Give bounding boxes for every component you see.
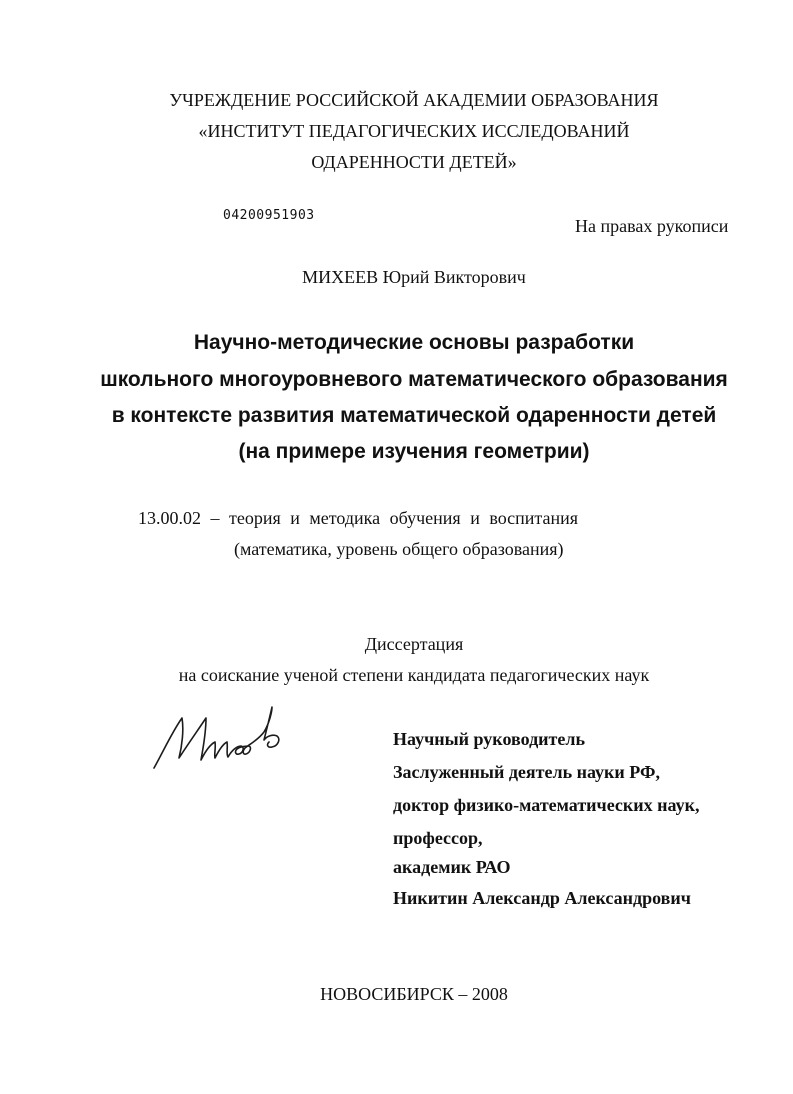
supervisor-name: Никитин Александр Александрович (393, 888, 691, 908)
title-line-4: (на примере изучения геометрии) (238, 440, 590, 463)
title-line-2: школьного многоуровневого математического образования (100, 368, 728, 391)
title-line-3: в контексте развития математической одаренности детей (111, 404, 717, 427)
author-name: МИХЕЕВ Юрий Викторович (302, 267, 526, 287)
author-signature (148, 702, 293, 777)
specialty-code-line: 13.00.02 – теория и методика обучения и воспитания (138, 508, 579, 528)
institution-line-2: «ИНСТИТУТ ПЕДАГОГИЧЕСКИХ ИССЛЕДОВАНИЙ (198, 121, 630, 141)
supervisor-academy: академик РАО (393, 857, 511, 877)
specialty-subject-line: (математика, уровень общего образования) (234, 539, 564, 559)
degree-line: на соискание ученой степени кандидата педагогических наук (178, 665, 650, 685)
rights-notice: На правах рукописи (575, 216, 729, 236)
dissertation-label: Диссертация (364, 634, 464, 654)
institution-line-1: УЧРЕЖДЕНИЕ РОССИЙСКОЙ АКАДЕМИИ ОБРАЗОВАНИЯ (169, 90, 659, 110)
supervisor-rank: профессор, (393, 828, 483, 848)
supervisor-honor: Заслуженный деятель науки РФ, (393, 762, 660, 782)
supervisor-degree: доктор физико-математических наук, (393, 795, 700, 815)
title-line-1: Научно-методические основы разработки (193, 331, 635, 354)
institution-line-3: ОДАРЕННОСТИ ДЕТЕЙ» (311, 152, 517, 172)
supervisor-role: Научный руководитель (393, 729, 585, 749)
stamp-number: 04200951903 (223, 208, 315, 223)
city-year: НОВОСИБИРСК – 2008 (320, 984, 508, 1004)
